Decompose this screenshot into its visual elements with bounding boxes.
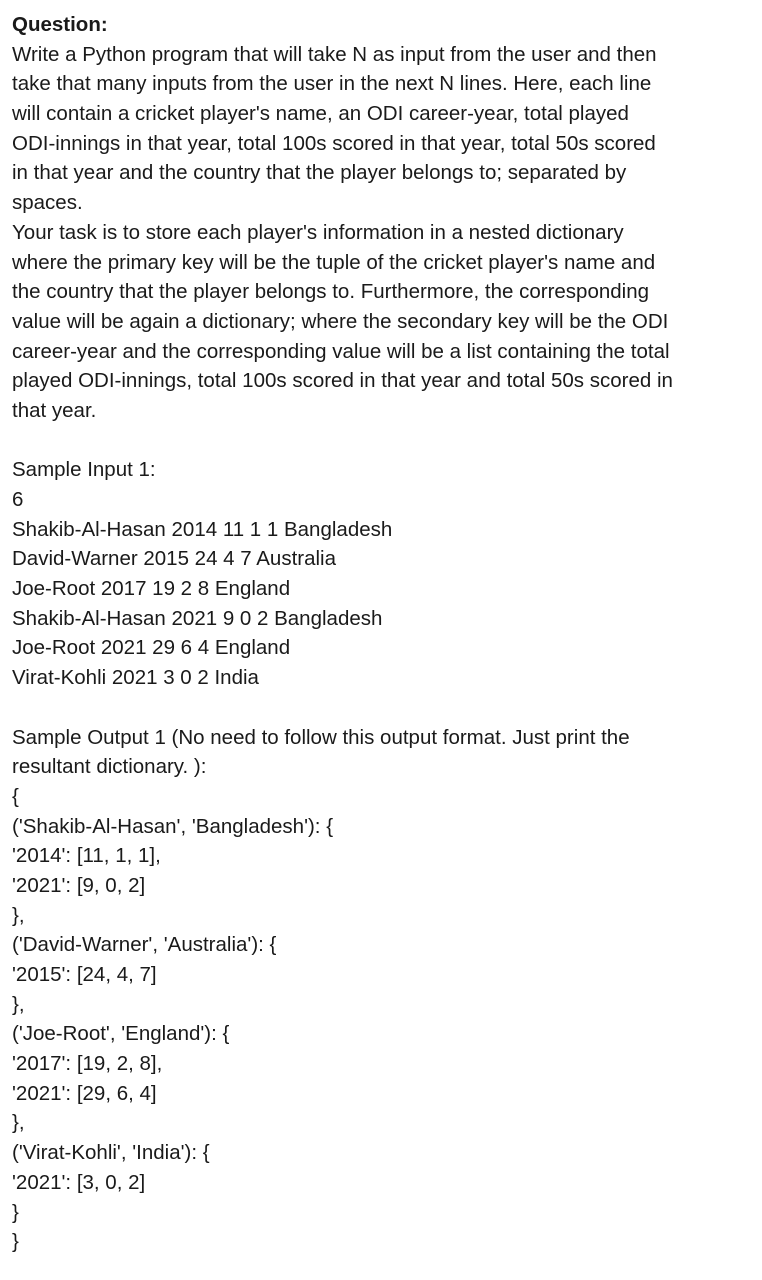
- sample-output-line: },: [12, 903, 25, 927]
- sample-output-line: },: [12, 1111, 25, 1135]
- sample-input-block: [12, 455, 752, 693]
- spacer: [12, 426, 752, 456]
- paragraph-line: in that year and the country that the player belongs to; separated by: [12, 161, 627, 185]
- question-paragraph-1: [12, 40, 752, 218]
- question-document: [12, 10, 752, 1257]
- paragraph-line: played ODI-innings, total 100s scored in that year and total 50s scored in: [12, 369, 673, 393]
- paragraph-line: career-year and the corresponding value will be a list containing the total: [12, 339, 670, 363]
- paragraph-line: the country that the player belongs to. Furthermore, the corresponding: [12, 280, 650, 304]
- sample-output-line: '2021': [29, 6, 4]: [12, 1081, 157, 1105]
- spacer: [12, 693, 752, 723]
- sample-output-line: },: [12, 992, 25, 1016]
- sample-output-label: Sample Output 1 (No need to follow this output format. Just print the: [12, 725, 630, 749]
- sample-input-line: Joe-Root 2017 19 2 8 England: [12, 577, 291, 601]
- sample-output-line: }: [12, 1230, 19, 1254]
- paragraph-line: where the primary key will be the tuple of the cricket player's name and: [12, 250, 656, 274]
- paragraph-line: that year.: [12, 398, 97, 422]
- sample-output-line: ('Shakib-Al-Hasan', 'Bangladesh'): {: [12, 814, 334, 838]
- sample-output-line: '2021': [3, 0, 2]: [12, 1170, 146, 1194]
- sample-input-line: Shakib-Al-Hasan 2021 9 0 2 Bangladesh: [12, 606, 383, 630]
- sample-input-line: Virat-Kohli 2021 3 0 2 India: [12, 666, 259, 690]
- paragraph-line: Your task is to store each player's information in a nested dictionary: [12, 220, 624, 244]
- paragraph-line: ODI-innings in that year, total 100s scored in that year, total 50s scored: [12, 131, 656, 155]
- paragraph-line: take that many inputs from the user in the next N lines. Here, each line: [12, 72, 652, 96]
- sample-input-line: Shakib-Al-Hasan 2014 11 1 1 Bangladesh: [12, 517, 393, 541]
- sample-output-line: ('David-Warner', 'Australia'): {: [12, 933, 277, 957]
- sample-output-line: '2015': [24, 4, 7]: [12, 963, 157, 986]
- sample-output-line: ('Virat-Kohli', 'India'): {: [12, 1141, 210, 1165]
- sample-output-block: [12, 723, 752, 1257]
- question-paragraph-2: [12, 218, 752, 426]
- paragraph-line: spaces.: [12, 191, 83, 215]
- paragraph-line: value will be again a dictionary; where the secondary key will be the ODI: [12, 309, 669, 333]
- paragraph-line: will contain a cricket player's name, an ODI career-year, total played: [12, 102, 629, 126]
- sample-output-line: }: [12, 1200, 19, 1224]
- sample-output-line: '2017': [19, 2, 8],: [12, 1052, 163, 1076]
- sample-output-line: '2021': [9, 0, 2]: [12, 873, 146, 897]
- sample-input-label: Sample Input 1:: [12, 458, 156, 482]
- sample-input-line: 6: [12, 488, 24, 511]
- sample-output-line: ('Joe-Root', 'England'): {: [12, 1022, 230, 1046]
- sample-output-label: resultant dictionary. ):: [12, 755, 207, 779]
- sample-output-line: '2014': [11, 1, 1],: [12, 844, 161, 868]
- sample-output-line: {: [12, 784, 19, 808]
- sample-input-line: Joe-Root 2021 29 6 4 England: [12, 636, 291, 660]
- paragraph-line: Write a Python program that will take N as input from the user and then: [12, 42, 657, 66]
- question-heading: Question:: [12, 13, 108, 36]
- sample-input-line: David-Warner 2015 24 4 7 Australia: [12, 547, 336, 571]
